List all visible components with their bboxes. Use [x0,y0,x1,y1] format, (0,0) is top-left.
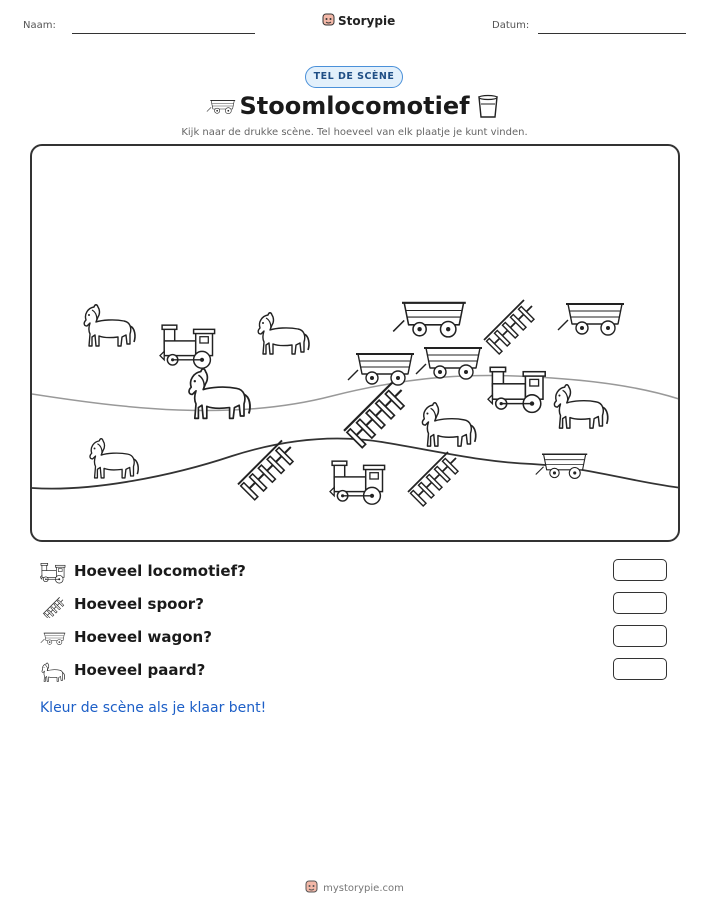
wagon-icon [40,627,66,653]
color-instruction: Kleur de scène als je klaar bent! [40,700,267,716]
scene-track [484,300,534,354]
page-title: Stoomlocomotief [239,92,470,120]
question-track [40,592,672,618]
horse-icon [40,660,66,688]
scene-wagon [416,348,482,379]
answer-box-track[interactable] [613,592,667,614]
scene-locomotive [160,325,215,368]
scene-badge: TEL DE SCÈNE [305,66,403,88]
name-label: Naam: [23,20,56,31]
footer-url[interactable]: mystorypie.com [323,882,404,894]
question-label: Hoeveel paard? [74,661,206,679]
answer-box-wagon[interactable] [613,625,667,647]
scene-horse [84,305,135,346]
storypie-icon [322,13,335,29]
locomotive-icon [40,561,66,589]
question-label: Hoeveel locomotief? [74,562,246,580]
scene-wagon [558,304,624,335]
scene-wagon [393,303,466,337]
scene-track [344,383,404,448]
cup-icon [476,94,500,124]
name-line[interactable] [72,33,255,34]
question-label: Hoeveel wagon? [74,628,212,646]
storypie-logo [322,13,395,29]
date-line[interactable] [538,33,686,34]
storypie-icon [305,880,318,896]
footer [0,880,709,896]
scene-locomotive [330,461,385,504]
question-locomotive [40,559,672,585]
answer-box-locomotive[interactable] [613,559,667,581]
question-horse [40,658,672,684]
scene-horse [258,313,309,354]
date-label: Datum: [492,20,530,31]
scene-horse [90,439,138,478]
brand-name: Storypie [338,14,396,28]
scene-wagon [348,354,414,385]
scene-track [408,452,458,506]
scene-track [238,440,293,499]
question-wagon [40,625,672,651]
scene-locomotive [488,367,545,412]
question-label: Hoeveel spoor? [74,595,204,613]
scene-horse [422,403,475,446]
track-icon [40,594,66,622]
scene-wagon [536,454,587,478]
counting-scene[interactable] [30,144,680,542]
answer-box-horse[interactable] [613,658,667,680]
scene-horse [554,385,607,428]
instructions: Kijk naar de drukke scène. Tel hoeveel van elk plaatje je kunt vinden. [181,127,528,138]
